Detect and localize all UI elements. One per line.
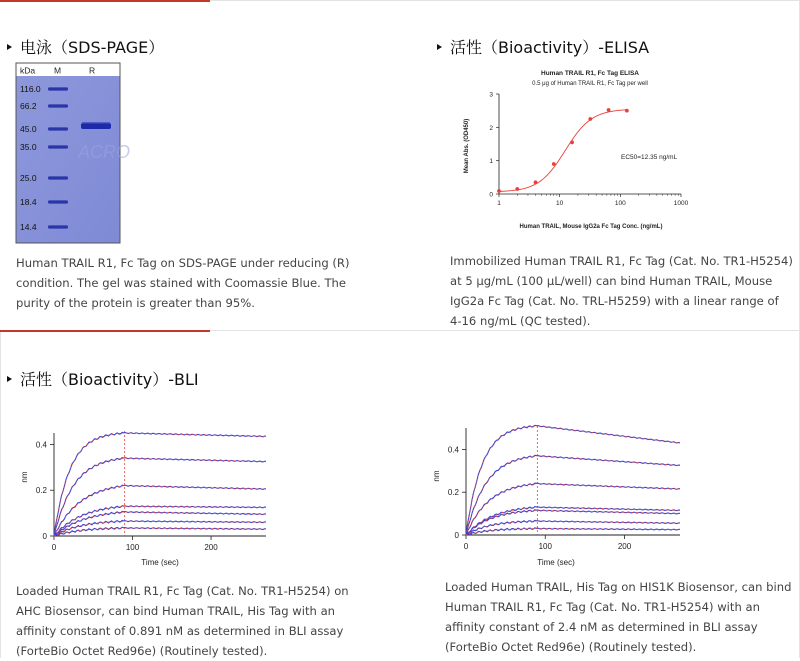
- elisa-caption: [450, 251, 795, 331]
- elisa-chart: [455, 66, 705, 238]
- bli-fit-curve: [54, 433, 266, 536]
- bli-y-tick-label: 0.2: [447, 488, 459, 498]
- bli-left-y-axis-label: nm: [20, 471, 29, 483]
- gel-marker-label: 25.0: [20, 173, 37, 183]
- bli-data-trace: [466, 425, 680, 535]
- elisa-data-point: [515, 187, 519, 191]
- bli-fit-curve: [54, 458, 266, 536]
- gel-marker-label: 66.2: [20, 101, 37, 111]
- elisa-data-point: [534, 180, 538, 184]
- caption-line: purity of the protein is greater than 95%.: [16, 296, 255, 310]
- bli-y-tick-label: 0.4: [35, 440, 47, 450]
- gel-marker-label: 45.0: [20, 124, 37, 134]
- bullet-triangle-icon: [437, 44, 442, 50]
- ladder-band: [48, 127, 68, 130]
- bli-left-chart: [20, 425, 270, 570]
- caption-line: (ForteBio Octet Red96e) (Routinely tested).: [16, 644, 268, 658]
- bli-right-chart: [430, 420, 690, 570]
- bli-x-tick-label: 200: [617, 542, 632, 551]
- ladder-band: [48, 200, 68, 203]
- bli-data-trace: [54, 458, 266, 536]
- bli-x-tick-label: 100: [125, 543, 140, 552]
- elisa-y-tick-label: 0: [489, 191, 493, 199]
- kda-label: kDa: [20, 65, 36, 76]
- bli-data-trace: [466, 483, 680, 535]
- bli-y-tick-label: 0.4: [447, 445, 459, 455]
- caption-line: 4-16 ng/mL (QC tested).: [450, 314, 591, 328]
- ladder-band: [48, 104, 68, 107]
- caption-line: (ForteBio Octet Red96e) (Routinely tested).: [445, 640, 697, 654]
- elisa-fit-curve: [499, 110, 627, 192]
- sds-caption: [16, 253, 376, 313]
- elisa-data-point: [607, 108, 611, 112]
- bli-data-trace: [466, 520, 680, 535]
- elisa-heading: 活性（Bioactivity）-ELISA: [437, 35, 649, 58]
- caption-line: at 5 μg/mL (100 μL/well) can bind Human TRAIL, Mouse: [450, 274, 773, 288]
- bli-fit-curve: [54, 512, 266, 536]
- gel-marker-label: 14.4: [20, 222, 37, 232]
- bullet-triangle-icon: [7, 376, 12, 382]
- gel-marker-label: 18.4: [20, 197, 37, 207]
- elisa-chart-subtitle: 0.5 μg of Human TRAIL R1, Fc Tag per well: [532, 81, 648, 87]
- elisa-y-axis-label: Mean Abs. (OD450): [464, 118, 470, 174]
- gel-watermark: ACRO: [78, 142, 131, 162]
- elisa-y-tick-label: 1: [489, 158, 493, 166]
- caption-line: Human TRAIL R1, Fc Tag (Cat. No. TR1-H5254) with an: [445, 600, 760, 614]
- bli-y-tick-label: 0: [42, 532, 47, 541]
- elisa-chart-title: Human TRAIL R1, Fc Tag ELISA: [541, 70, 639, 77]
- elisa-x-tick-label: 100: [614, 200, 626, 207]
- caption-line: affinity constant of 2.4 nM as determined in BLI assay: [445, 620, 758, 634]
- caption-line: Loaded Human TRAIL R1, Fc Tag (Cat. No. TR1-H5254) on: [16, 584, 349, 598]
- bli-left-x-axis-label: Time (sec): [141, 558, 179, 567]
- lane-r-label: R: [89, 65, 96, 76]
- sds-gel-image: [16, 63, 131, 243]
- bullet-triangle-icon: [7, 44, 12, 50]
- caption-line: Human TRAIL R1, Fc Tag on SDS-PAGE under reducing (R): [16, 256, 350, 270]
- ladder-band: [48, 87, 68, 90]
- bli-right-y-axis-label: nm: [432, 470, 441, 482]
- bli-x-tick-label: 0: [463, 542, 469, 551]
- bli-y-tick-label: 0.2: [35, 486, 47, 496]
- elisa-data-point: [497, 189, 501, 193]
- bli-heading: 活性（Bioactivity）-BLI: [7, 367, 199, 390]
- caption-line: Loaded Human TRAIL, His Tag on HIS1K Biosensor, can bind: [445, 580, 792, 594]
- elisa-x-tick-label: 1: [497, 200, 501, 207]
- sds-heading: 电泳（SDS-PAGE）: [7, 35, 164, 58]
- bli-fit-curve: [466, 426, 680, 535]
- elisa-data-point: [625, 109, 629, 113]
- elisa-data-point: [552, 162, 556, 166]
- elisa-ec50-annotation: EC50=12.35 ng/mL: [621, 154, 678, 161]
- caption-line: affinity constant of 0.891 nM as determined in BLI assay: [16, 624, 344, 638]
- caption-line: condition. The gel was stained with Coomassie Blue. The: [16, 276, 347, 290]
- gel-marker-label: 35.0: [20, 142, 37, 152]
- caption-line: Immobilized Human TRAIL R1, Fc Tag (Cat. No. TR1-H5254): [450, 254, 793, 268]
- bli-data-trace: [466, 528, 680, 535]
- elisa-data-point: [570, 140, 574, 144]
- bli-fit-curve: [466, 529, 680, 535]
- ladder-band: [48, 176, 68, 179]
- elisa-data-point: [588, 117, 592, 121]
- caption-line: AHC Biosensor, can bind Human TRAIL, His Tag with an: [16, 604, 336, 618]
- elisa-x-tick-label: 1000: [673, 200, 689, 207]
- bli-data-trace: [54, 432, 266, 536]
- bli-left-caption: [16, 581, 376, 661]
- bli-right-x-axis-label: Time (sec): [537, 558, 575, 567]
- bli-x-tick-label: 0: [51, 543, 57, 552]
- elisa-y-tick-label: 2: [489, 124, 493, 132]
- lane-m-label: M: [54, 65, 62, 76]
- gel-marker-label: 116.0: [20, 84, 41, 94]
- elisa-x-axis-label: Human TRAIL, Mouse IgG2a Fc Tag Conc. (ng/mL): [519, 224, 663, 230]
- bli-x-tick-label: 200: [204, 543, 218, 552]
- bli-right-caption: [445, 577, 795, 657]
- elisa-y-tick-label: 3: [489, 91, 493, 99]
- top-divider: [0, 0, 800, 1]
- section-accent: [0, 330, 210, 332]
- bli-y-tick-label: 0: [454, 531, 459, 540]
- ladder-band: [48, 225, 68, 228]
- elisa-x-tick-label: 10: [556, 200, 564, 207]
- caption-line: IgG2a Fc Tag (Cat. No. TRL-H5259) with a linear range of: [450, 294, 779, 308]
- bli-x-tick-label: 100: [538, 542, 552, 551]
- left-border: [0, 332, 1, 658]
- ladder-band: [48, 145, 68, 148]
